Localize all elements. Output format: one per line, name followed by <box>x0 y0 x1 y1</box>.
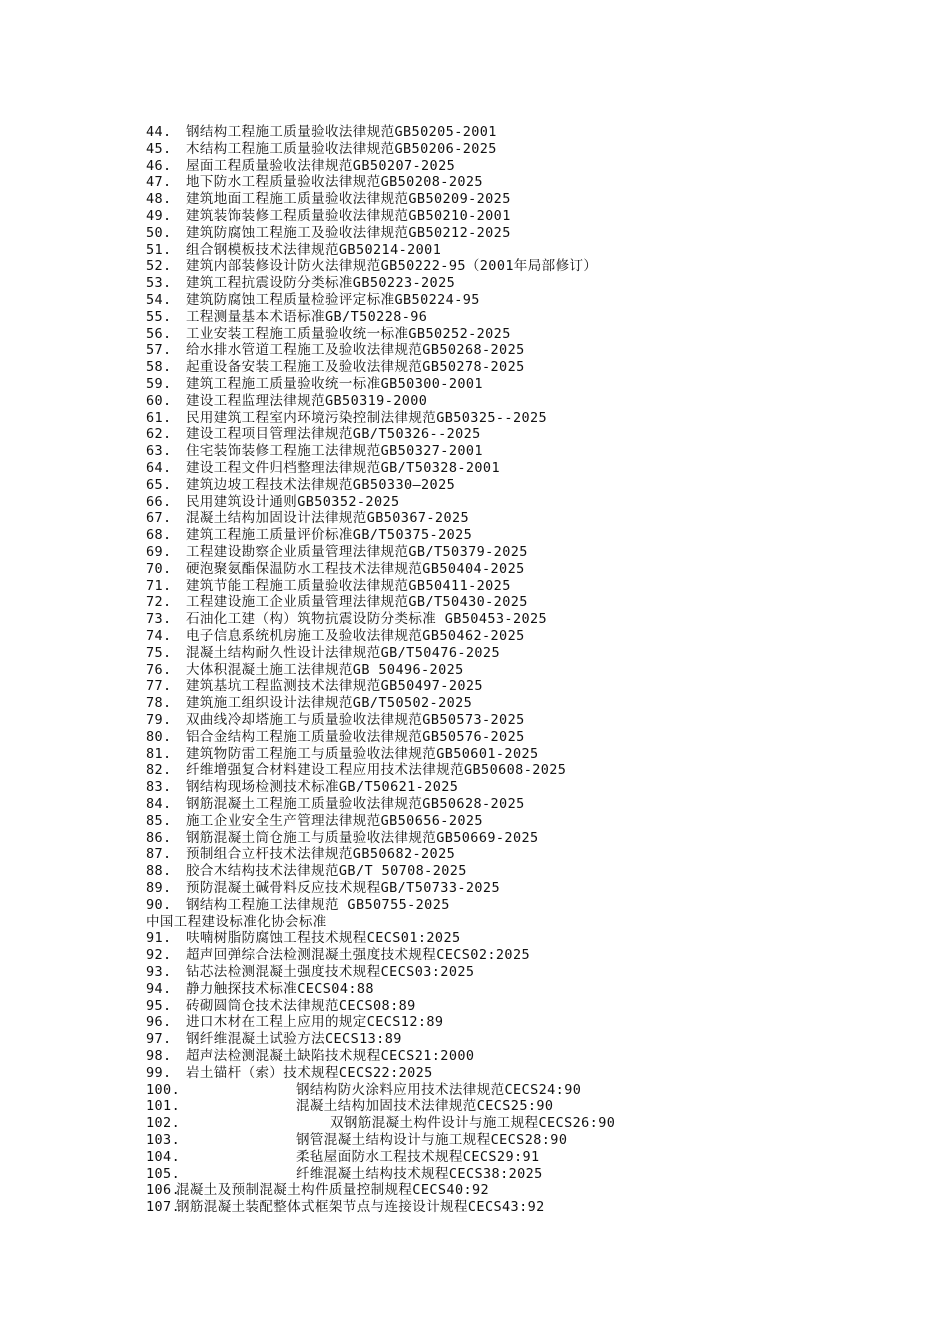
item-text: 工程建设施工企业质量管理法律规范GB/T50430-2025 <box>186 594 528 611</box>
item-number: 51. <box>146 241 172 258</box>
item-text: 木结构工程施工质量验收法律规范GB50206-2025 <box>186 140 497 157</box>
item-text: 电子信息系统机房施工及验收法律规范GB50462-2025 <box>186 628 525 644</box>
item-text: 建筑装饰装修工程质量验收法律规范GB50210-2001 <box>186 208 511 224</box>
list-item <box>146 1132 568 1149</box>
item-text: 建筑内部装修设计防火法律规范GB50222-95（2001年局部修订） <box>186 258 598 275</box>
item-text: 民用建筑工程室内环境污染控制法律规范GB50325--2025 <box>186 409 548 426</box>
item-number: 82. <box>146 762 172 779</box>
item-text: 工程建设勘察企业质量管理法律规范GB/T50379-2025 <box>186 544 528 560</box>
item-number: 48. <box>146 191 172 208</box>
list-item <box>146 896 450 914</box>
list-item <box>146 1064 433 1082</box>
item-text: 硬泡聚氨酯保温防水工程技术法律规范GB50404-2025 <box>186 560 525 577</box>
item-text: 地下防水工程质量验收法律规范GB50208-2025 <box>186 174 483 191</box>
list-item <box>146 980 374 998</box>
item-number: 105. <box>146 1165 181 1182</box>
item-number: 101. <box>146 1098 181 1115</box>
list-item <box>146 1081 582 1099</box>
list-item <box>146 678 483 695</box>
item-number: 50. <box>146 224 172 241</box>
list-item <box>146 308 428 326</box>
item-text: 静力触探技术标准CECS04:88 <box>186 980 374 997</box>
item-number: 69. <box>146 544 172 560</box>
item-text: 混凝土及预制混凝土构件质量控制规程CECS40:92 <box>176 1182 490 1199</box>
item-number: 91. <box>146 930 172 947</box>
list-item <box>146 779 459 796</box>
item-text: 住宅装饰装修工程施工法律规范GB50327-2001 <box>186 443 483 460</box>
item-text: 建筑防腐蚀工程施工及验收法律规范GB50212-2025 <box>186 224 511 241</box>
list-item <box>146 1048 475 1065</box>
item-text: 建筑施工组织设计法律规范GB/T50502-2025 <box>186 695 473 712</box>
list-item <box>146 292 480 309</box>
item-text: 混凝土结构加固技术法律规范CECS25:90 <box>296 1098 554 1115</box>
item-number: 71. <box>146 577 172 594</box>
item-number: 75. <box>146 644 172 661</box>
list-item <box>146 863 467 880</box>
item-text: 建筑边坡工程技术法律规范GB50330—2025 <box>186 476 456 493</box>
item-number: 83. <box>146 779 172 796</box>
item-number: 77. <box>146 678 172 695</box>
item-text: 屋面工程质量验收法律规范GB50207-2025 <box>186 157 456 174</box>
list-item <box>146 325 511 343</box>
item-number: 87. <box>146 846 172 863</box>
item-number: 100. <box>146 1081 181 1098</box>
list-item <box>146 544 528 561</box>
list-item <box>146 1115 616 1132</box>
item-number: 93. <box>146 964 172 980</box>
list-item <box>146 124 497 141</box>
item-number: 59. <box>146 376 172 392</box>
item-text: 呋喃树脂防腐蚀工程技术规程CECS01:2025 <box>186 930 461 947</box>
item-number: 96. <box>146 1014 172 1031</box>
list-item <box>146 258 598 275</box>
list-item <box>146 140 497 158</box>
item-text: 钢结构现场检测技术标准GB/T50621-2025 <box>186 779 459 796</box>
item-number: 90. <box>146 896 172 913</box>
list-item <box>146 1148 540 1166</box>
item-number: 67. <box>146 510 172 527</box>
item-number: 74. <box>146 628 172 644</box>
item-number: 73. <box>146 611 172 628</box>
item-number: 103. <box>146 1132 181 1148</box>
item-text: 建筑节能工程施工质量验收法律规范GB50411-2025 <box>186 577 511 594</box>
list-item <box>146 208 511 225</box>
list-item <box>146 796 525 813</box>
item-number: 49. <box>146 208 172 224</box>
list-item <box>146 728 525 746</box>
item-number: 65. <box>146 476 172 493</box>
list-item <box>146 997 416 1015</box>
list-item <box>146 762 567 779</box>
item-number: 76. <box>146 661 172 678</box>
item-text: 钢管混凝土结构设计与施工规程CECS28:90 <box>296 1132 568 1148</box>
list-item <box>146 712 525 729</box>
list-item <box>146 661 464 679</box>
list-item <box>146 224 511 242</box>
list-item <box>146 493 400 511</box>
list-item <box>146 443 483 460</box>
list-item <box>146 342 525 359</box>
item-text: 双曲线冷却塔施工与质量验收法律规范GB50573-2025 <box>186 712 525 728</box>
item-text: 钢筋混凝土筒仓施工与质量验收法律规范GB50669-2025 <box>186 829 539 846</box>
item-text: 钻芯法检测混凝土强度技术规程CECS03:2025 <box>186 964 475 980</box>
item-text: 混凝土结构耐久性设计法律规范GB/T50476-2025 <box>186 644 500 661</box>
list-item <box>146 376 483 393</box>
list-item <box>146 1199 545 1216</box>
item-number: 86. <box>146 829 172 846</box>
item-text: 建筑地面工程施工质量验收法律规范GB50209-2025 <box>186 191 511 208</box>
list-item <box>146 527 473 544</box>
list-item <box>146 947 531 964</box>
item-text: 工程测量基本术语标准GB/T50228-96 <box>186 308 428 325</box>
list-item <box>146 745 539 763</box>
item-number: 81. <box>146 745 172 762</box>
list-item <box>146 191 511 208</box>
list-item <box>146 628 525 645</box>
item-number: 80. <box>146 728 172 745</box>
item-text: 施工企业安全生产管理法律规范GB50656-2025 <box>186 812 483 829</box>
item-text: 胶合木结构技术法律规范GB/T 50708-2025 <box>186 863 467 880</box>
item-text: 石油化工建（构）筑物抗震设防分类标准 GB50453-2025 <box>186 611 548 628</box>
list-item <box>146 880 500 897</box>
item-text: 建设工程监理法律规范GB50319-2000 <box>186 392 428 409</box>
item-text: 钢纤维混凝土试验方法CECS13:89 <box>186 1031 402 1048</box>
item-number: 54. <box>146 292 172 308</box>
item-text: 纤维增强复合材料建设工程应用技术法律规范GB50608-2025 <box>186 762 567 779</box>
item-text: 民用建筑设计通则GB50352-2025 <box>186 493 400 510</box>
item-text: 混凝土结构加固设计法律规范GB50367-2025 <box>186 510 470 527</box>
item-text: 超声法检测混凝土缺陷技术规程CECS21:2000 <box>186 1048 475 1064</box>
list-item <box>146 1165 543 1183</box>
item-text: 铝合金结构工程施工质量验收法律规范GB50576-2025 <box>186 728 525 745</box>
list-item <box>146 1014 444 1031</box>
list-item <box>146 241 442 259</box>
item-text: 钢结构防火涂料应用技术法律规范CECS24:90 <box>296 1081 582 1098</box>
list-item <box>146 157 456 175</box>
item-number: 102. <box>146 1115 181 1132</box>
item-text: 建设工程文件归档整理法律规范GB/T50328-2001 <box>186 460 500 476</box>
section-heading-text: 中国工程建设标准化协会标准 <box>146 913 327 930</box>
item-text: 给水排水管道工程施工及验收法律规范GB50268-2025 <box>186 342 525 359</box>
item-number: 78. <box>146 695 172 712</box>
item-number: 53. <box>146 275 172 292</box>
item-number: 107. <box>146 1199 181 1216</box>
list-item <box>146 426 481 443</box>
item-text: 建设工程项目管理法律规范GB/T50326--2025 <box>186 426 481 443</box>
list-item <box>146 1031 402 1048</box>
item-text: 建筑物防雷工程施工与质量验收法律规范GB50601-2025 <box>186 745 539 762</box>
item-number: 94. <box>146 980 172 997</box>
list-item <box>146 1182 490 1199</box>
item-number: 57. <box>146 342 172 359</box>
list-item <box>146 964 475 981</box>
item-number: 44. <box>146 124 172 140</box>
item-number: 64. <box>146 460 172 476</box>
item-number: 104. <box>146 1148 181 1165</box>
item-number: 72. <box>146 594 172 611</box>
item-text: 建筑工程抗震设防分类标准GB50223-2025 <box>186 275 456 292</box>
item-number: 97. <box>146 1031 172 1048</box>
list-item <box>146 812 483 830</box>
list-item <box>146 392 428 410</box>
item-text: 岩土锚杆（索）技术规程CECS22:2025 <box>186 1064 433 1081</box>
list-item <box>146 611 548 628</box>
item-number: 52. <box>146 258 172 275</box>
list-item <box>146 695 473 712</box>
item-number: 88. <box>146 863 172 880</box>
item-number: 95. <box>146 997 172 1014</box>
item-number: 45. <box>146 140 172 157</box>
item-text: 砖砌圆筒仓技术法律规范CECS08:89 <box>186 997 416 1014</box>
item-text: 建筑基坑工程监测技术法律规范GB50497-2025 <box>186 678 483 695</box>
list-item <box>146 359 525 376</box>
item-text: 组合钢模板技术法律规范GB50214-2001 <box>186 241 442 258</box>
item-text: 钢筋混凝土工程施工质量验收法律规范GB50628-2025 <box>186 796 525 812</box>
item-text: 预防混凝土碱骨料反应技术规程GB/T50733-2025 <box>186 880 500 896</box>
item-text: 工业安装工程施工质量验收统一标准GB50252-2025 <box>186 325 511 342</box>
item-text: 超声回弹综合法检测混凝土强度技术规程CECS02:2025 <box>186 947 531 964</box>
list-item <box>146 577 511 595</box>
list-item <box>146 476 456 494</box>
item-number: 66. <box>146 493 172 510</box>
list-item <box>146 1098 554 1115</box>
list-item <box>146 846 456 863</box>
item-number: 84. <box>146 796 172 812</box>
item-number: 79. <box>146 712 172 728</box>
list-item <box>146 594 528 611</box>
list-item <box>146 560 525 578</box>
item-number: 60. <box>146 392 172 409</box>
item-number: 61. <box>146 409 172 426</box>
list-item <box>146 460 500 477</box>
item-text: 大体积混凝土施工法律规范GB 50496-2025 <box>186 661 464 678</box>
list-item <box>146 930 461 947</box>
item-text: 起重设备安装工程施工及验收法律规范GB50278-2025 <box>186 359 525 376</box>
item-number: 62. <box>146 426 172 443</box>
item-number: 85. <box>146 812 172 829</box>
list-item <box>146 510 470 527</box>
item-number: 70. <box>146 560 172 577</box>
item-text: 柔毡屋面防水工程技术规程CECS29:91 <box>296 1148 540 1165</box>
item-number: 55. <box>146 308 172 325</box>
item-number: 92. <box>146 947 172 964</box>
item-text: 钢结构工程施工质量验收法律规范GB50205-2001 <box>186 124 497 140</box>
item-text: 建筑工程施工质量评价标准GB/T50375-2025 <box>186 527 473 544</box>
item-number: 68. <box>146 527 172 544</box>
item-number: 98. <box>146 1048 172 1064</box>
item-number: 99. <box>146 1064 172 1081</box>
item-number: 46. <box>146 157 172 174</box>
item-text: 钢结构工程施工法律规范 GB50755-2025 <box>186 896 450 913</box>
list-item <box>146 829 539 847</box>
item-text: 建筑工程施工质量验收统一标准GB50300-2001 <box>186 376 483 392</box>
item-text: 钢筋混凝土装配整体式框架节点与连接设计规程CECS43:92 <box>176 1199 545 1216</box>
item-number: 47. <box>146 174 172 191</box>
item-number: 89. <box>146 880 172 896</box>
item-text: 预制组合立杆技术法律规范GB50682-2025 <box>186 846 456 863</box>
list-item <box>146 409 548 427</box>
item-text: 进口木材在工程上应用的规定CECS12:89 <box>186 1014 444 1031</box>
item-number: 58. <box>146 359 172 376</box>
list-item <box>146 174 483 191</box>
item-text: 双钢筋混凝土构件设计与施工规程CECS26:90 <box>330 1115 616 1132</box>
list-item <box>146 644 500 662</box>
list-item <box>146 275 456 292</box>
item-text: 纤维混凝土结构技术规程CECS38:2025 <box>296 1165 543 1182</box>
item-number: 63. <box>146 443 172 460</box>
item-number: 106. <box>146 1182 181 1199</box>
item-number: 56. <box>146 325 172 342</box>
item-text: 建筑防腐蚀工程质量检验评定标准GB50224-95 <box>186 292 480 308</box>
